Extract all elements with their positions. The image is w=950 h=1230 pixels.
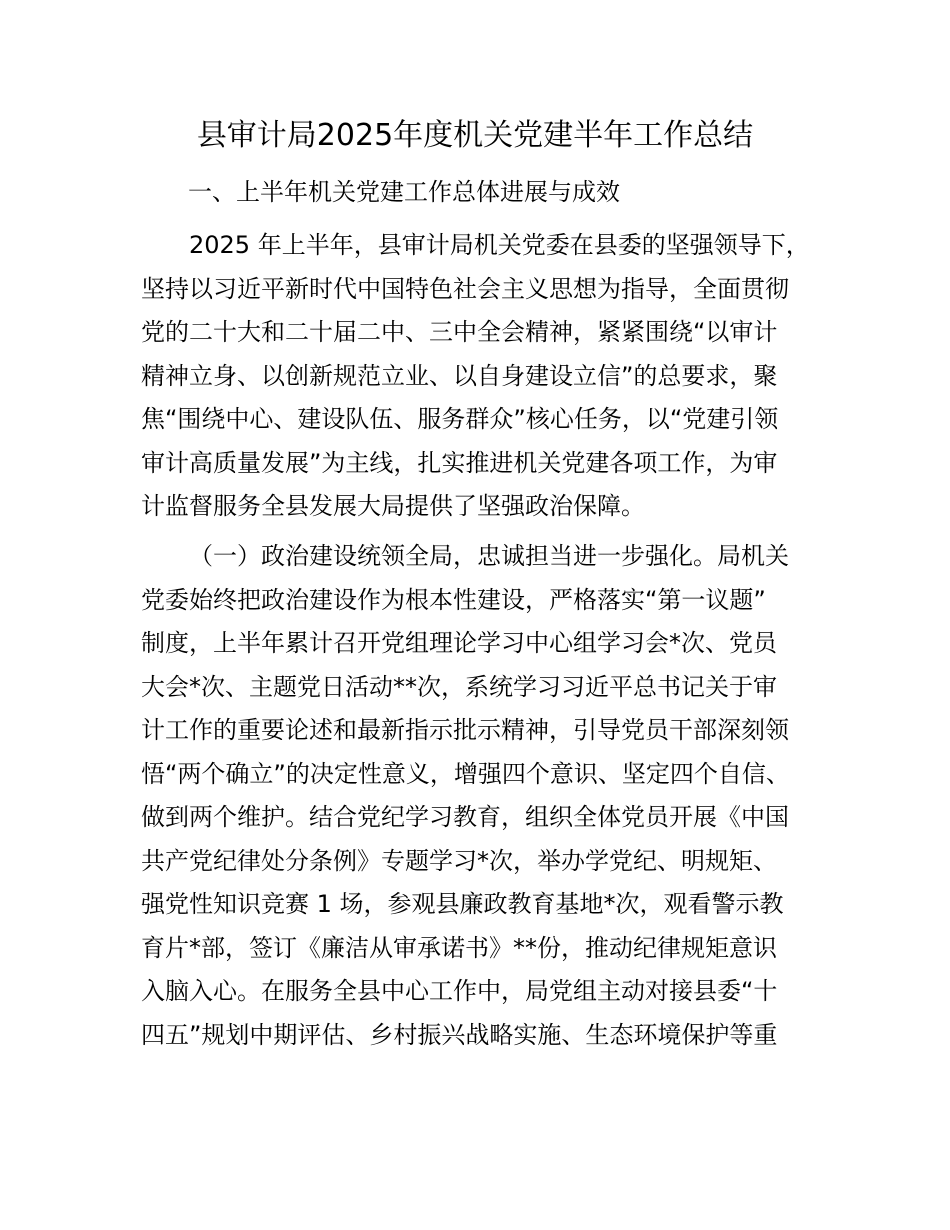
- paragraph-line: 育片*部，签订《廉洁从审承诺书》**份，推动纪律规矩意识: [141, 933, 777, 962]
- paragraph-overview: [141, 224, 841, 529]
- paragraph-line: （一）政治建设统领全局，忠诚担当进一步强化。局机关: [189, 542, 789, 570]
- paragraph-line: 2025 年上半年，县审计局机关党委在县委的坚强领导下，: [189, 231, 810, 259]
- paragraph-line: 焦“围绕中心、建设队伍、服务群众”核心任务，以“党建引领: [141, 405, 779, 433]
- paragraph-line: 党的二十大和二十届二中、三中全会精神，紧紧围绕“以审计: [141, 318, 778, 346]
- paragraph-line: 强党性知识竞赛 1 场，参观县廉政教育基地*次，观看警示教: [141, 890, 784, 918]
- paragraph-line: 入脑入心。在服务全县中心工作中，局党组主动对接县委“十: [141, 977, 778, 1005]
- document-title: 县审计局2025年度机关党建半年工作总结: [196, 118, 754, 153]
- paragraph-line: 悟“两个确立”的决定性意义，增强四个意识、坚定四个自信、: [141, 759, 790, 788]
- paragraph-line: 做到两个维护。结合党纪学习教育，组织全体党员开展《中国: [141, 803, 789, 831]
- section-heading: 一、上半年机关党建工作总体进展与成效: [188, 178, 620, 206]
- paragraph-line: 共产党纪律处分条例》专题学习*次，举办学党纪、明规矩、: [141, 846, 777, 875]
- paragraph-line: 制度，上半年累计召开党组理论学习中心组学习会*次、党员: [141, 629, 777, 657]
- paragraph-line: 精神立身、以创新规范立业、以自身建设立信”的总要求，聚: [141, 361, 778, 390]
- paragraph-line: 坚持以习近平新时代中国特色社会主义思想为指导，全面贯彻: [141, 274, 789, 303]
- paragraph-line: 党委始终把政治建设作为根本性建设，严格落实“第一议题”: [141, 585, 766, 614]
- paragraph-line: 计监督服务全县发展大局提供了坚强政治保障。: [141, 492, 645, 520]
- paragraph-line: 大会*次、主题党日活动**次，系统学习习近平总书记关于审: [141, 672, 777, 701]
- paragraph-political-construction: [141, 535, 841, 1057]
- paragraph-line: 审计高质量发展”为主线，扎实推进机关党建各项工作，为审: [141, 448, 778, 477]
- paragraph-line: 四五”规划中期评估、乡村振兴战略实施、生态环境保护等重: [141, 1020, 778, 1049]
- paragraph-line: 计工作的重要论述和最新指示批示精神，引导党员干部深刻领: [141, 716, 789, 744]
